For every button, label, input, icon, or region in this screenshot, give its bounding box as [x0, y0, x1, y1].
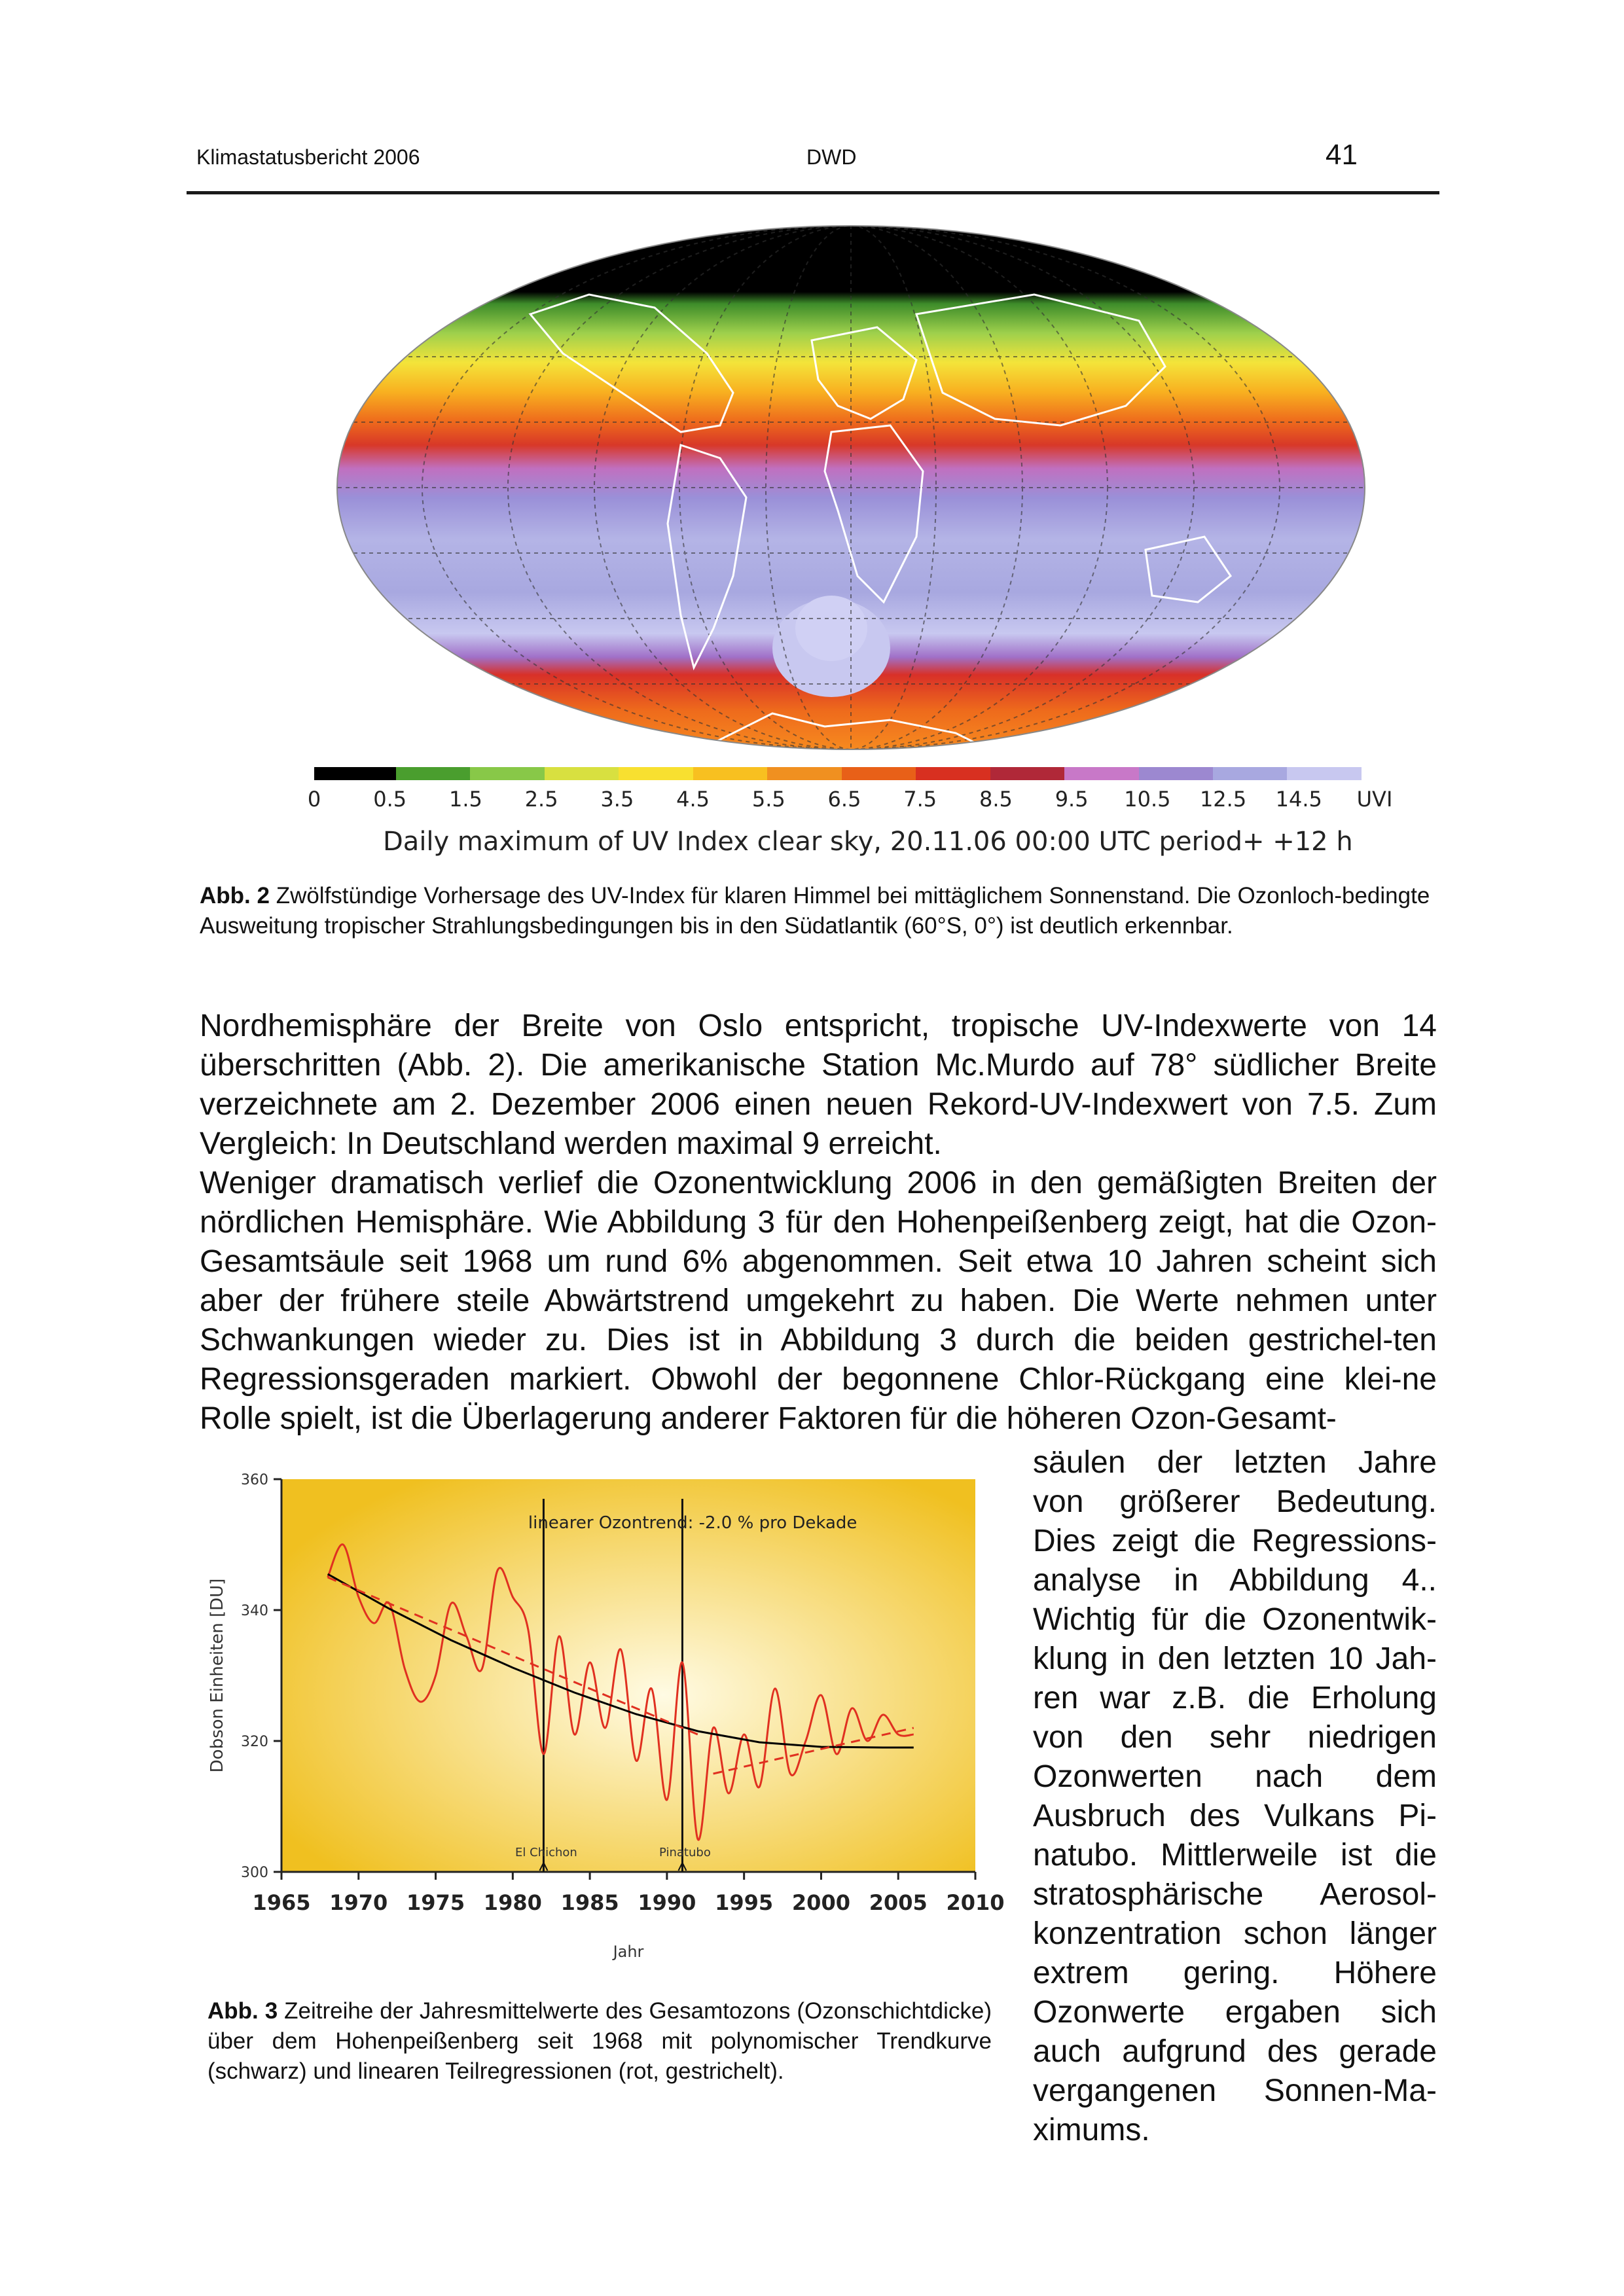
colorbar-tick-label: 4.5 — [676, 787, 710, 812]
map-title: Daily maximum of UV Index clear sky, 20.11.06 00:00 UTC period+ +12 h — [383, 827, 1353, 857]
side-column-line: ren war z.B. die Erholung — [1033, 1681, 1437, 1715]
x-tick-label: 1990 — [638, 1890, 696, 1915]
figure2-caption-text: Zwölfstündige Vorhersage des UV-Index für klaren Himmel bei mittäglichem Sonnenstand. Die Ozonloch-bedingte Ausweitung tropischer Strahlungsbedingungen bis in den Südatlantik (60°S, 0°) ist deutlich erkennbar. — [200, 883, 1430, 939]
y-tick-label: 300 — [241, 1865, 268, 1881]
side-column-line: Wichtig für die Ozonentwik- — [1033, 1602, 1437, 1637]
side-column-line: klung in den letzten 10 Jah- — [1033, 1641, 1437, 1676]
figure3-caption — [208, 1996, 992, 2087]
header-rule — [187, 191, 1439, 194]
uv-colorbar — [314, 767, 1362, 780]
side-column-line: von den sehr niedrigen — [1033, 1720, 1437, 1755]
side-column-line: stratosphärische Aerosol- — [1033, 1877, 1437, 1912]
colorbar-tick-label: 12.5 — [1199, 787, 1247, 812]
body-paragraph-1: Nordhemisphäre der Breite von Oslo entspricht, tropische UV-Indexwerte von 14 überschritten (Abb. 2). Die amerikanische Station Mc.Murdo auf 78° südlicher Breite verzeichnete am 2. Dezember 2006 einen neuen Rekord-UV-Indexwert von 7.5. Zum Vergleich: In Deutschland werden maximal 9 erreicht. — [200, 1009, 1437, 1161]
side-column-line: Ozonwerten nach dem — [1033, 1759, 1437, 1794]
side-column-line: analyse in Abbildung 4.. — [1033, 1563, 1437, 1598]
colorbar-tick-label: 8.5 — [979, 787, 1013, 812]
ozone-chart — [203, 1466, 1021, 1970]
x-tick-label: 2010 — [946, 1890, 1005, 1915]
side-column-line: vergangenen Sonnen-Ma- — [1033, 2073, 1437, 2108]
colorbar-tick-label: 10.5 — [1124, 787, 1171, 812]
colorbar-tick-label: 1.5 — [448, 787, 482, 812]
figure2-caption-label: Abb. 2 — [200, 883, 270, 908]
trend-annotation: linearer Ozontrend: -2.0 % pro Dekade — [528, 1513, 857, 1533]
colorbar-tick-label: 9.5 — [1055, 787, 1089, 812]
header-title: Klimastatusbericht 2006 — [196, 145, 420, 169]
x-tick-label: 1980 — [483, 1890, 542, 1915]
colorbar-tick-label: 7.5 — [903, 787, 937, 812]
y-axis-label: Dobson Einheiten [DU] — [208, 1578, 227, 1773]
colorbar-tick-label: 0.5 — [373, 787, 407, 812]
colorbar-tick-label: 5.5 — [751, 787, 785, 812]
side-column-line: ximums. — [1033, 2113, 1150, 2147]
colorbar-tick-label: 6.5 — [827, 787, 861, 812]
side-column-line: Dies zeigt die Regressions- — [1033, 1524, 1437, 1558]
x-tick-label: 1965 — [252, 1890, 311, 1915]
colorbar-tick-label: 0 — [307, 787, 321, 812]
x-tick-label: 1975 — [406, 1890, 465, 1915]
event-label: El Chichon — [515, 1846, 577, 1859]
side-column-line: Ozonwerte ergaben sich — [1033, 1995, 1437, 2030]
x-tick-label: 2000 — [791, 1890, 850, 1915]
colorbar-tick-label: 14.5 — [1275, 787, 1322, 812]
x-tick-label: 2005 — [869, 1890, 928, 1915]
body-paragraph-2: Weniger dramatisch verlief die Ozonentwicklung 2006 in den gemäßigten Breiten der nördlichen Hemisphäre. Wie Abbildung 3 für den Hohenpeißenberg zeigt, hat die Ozon-Gesamtsäule seit 1968 um rund 6% abgenommen. Seit etwa 10 Jahren scheint sich aber der frühere steile Abwärtstrend umgekehrt zu haben. Die Werte nehmen unter Schwankungen wieder zu. Dies ist in Abbildung 3 durch die beiden gestrichel-ten Regressionsgeraden markiert. Obwohl der begonnene Chlor-Rückgang eine klei-ne Rolle spielt, ist die Überlagerung anderer Faktoren für die höheren Ozon-Gesamt- — [200, 1166, 1437, 1436]
side-column-line: säulen der letzten Jahre — [1033, 1445, 1437, 1480]
event-label: Pinatubo — [659, 1846, 711, 1859]
side-column — [1033, 1443, 1437, 2150]
colorbar-tick-label: 2.5 — [524, 787, 558, 812]
side-column-line: konzentration schon länger — [1033, 1916, 1437, 1951]
y-tick-label: 340 — [241, 1603, 268, 1619]
side-column-line: natubo. Mittlerweile ist die — [1033, 1838, 1437, 1873]
side-column-line: extrem gering. Höhere — [1033, 1956, 1437, 1990]
figure2-caption — [200, 881, 1437, 941]
header-publisher: DWD — [806, 145, 857, 169]
x-tick-label: 1970 — [329, 1890, 388, 1915]
x-tick-label: 1995 — [715, 1890, 774, 1915]
uv-colorbar-ticks — [301, 779, 1401, 818]
y-tick-label: 320 — [241, 1734, 268, 1750]
side-column-line: Ausbruch des Vulkans Pi- — [1033, 1799, 1437, 1833]
side-column-line: von größerer Bedeutung. — [1033, 1484, 1437, 1519]
colorbar-tick-label: UVI — [1356, 787, 1393, 812]
y-tick-label: 360 — [241, 1472, 268, 1488]
page-number: 41 — [1326, 139, 1358, 171]
figure3-caption-label: Abb. 3 — [208, 1998, 278, 2024]
plot-background — [281, 1479, 975, 1872]
colorbar-tick-label: 3.5 — [600, 787, 634, 812]
body-text — [200, 1007, 1437, 1439]
figure3-caption-text: Zeitreihe der Jahresmittelwerte des Gesamtozons (Ozonschichtdicke) über dem Hohenpeißenberg seit 1968 mit polynomischer Trendkurve (schwarz) und linearen Teilregressionen (rot, gestrichelt). — [208, 1998, 992, 2084]
side-column-line: auch aufgrund des gerade — [1033, 2034, 1437, 2069]
uv-index-map — [314, 209, 1388, 798]
x-axis-label: Jahr — [613, 1943, 644, 1961]
x-tick-label: 1985 — [560, 1890, 619, 1915]
